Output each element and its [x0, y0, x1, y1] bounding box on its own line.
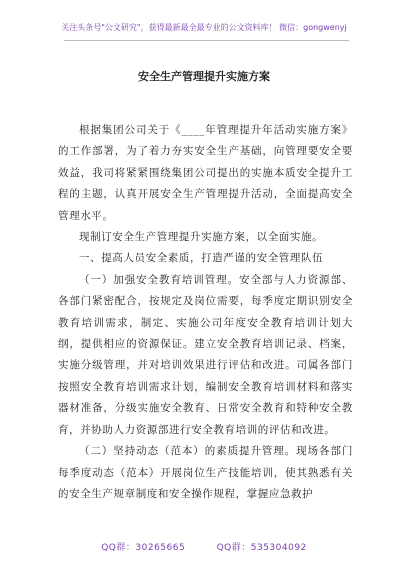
body-paragraph: 根据集团公司关于《____年管理提升年活动实施方案》的工作部署，为了着力夯实安全生产基础，向管理要安全要效益，我司将紧紧围绕集团公司提出的实施本质安全提升工程的主题，认真开展安全生产管理提升活动，全面提高安全管理水平。	[58, 124, 353, 222]
body-paragraph: （一）加强安全教育培训管理。安全部与人力资源部、各部门紧密配合，按规定及岗位需要，每季度定期识别安全教育培训需求，制定、实施公司年度安全教育培训计划大纲，提供相应的资源保证。建立安全教育培训记录、档案，实施分级管理，并对培训效果进行评估和改进。司属各部门按照安全教育培训需求计划，编制安全教育培训材料和落实器材准备，分级实施安全教育、日常安全教育和特种安全教育，并协助人力资源部进行安全教育培训的评估和改进。	[58, 273, 353, 436]
page-footer	[0, 540, 408, 553]
footer-qq-group-1: QQ群：30265665	[101, 543, 186, 553]
document-title: 安全生产管理提升实施方案	[138, 70, 270, 83]
footer-qq-group-2: QQ群：535304092	[216, 543, 307, 553]
section-heading: 一、提高人员安全素质，打造严谨的安全管理队伍	[79, 252, 324, 265]
page-header-banner: 关注头条号"公文研究"，获得最新最全最专业的公文资料库！ 微信：gongwenyj	[61, 23, 347, 32]
document-body	[58, 120, 353, 505]
header-divider	[64, 40, 349, 41]
body-paragraph: （二）坚持动态（范本）的素质提升管理。现场各部门每季度动态（范本）开展岗位生产技能培训，使其熟悉有关的安全生产规章制度和安全操作规程，掌握应急救护	[58, 445, 353, 500]
body-paragraph: 现制订安全生产管理提升实施方案，以全面实施。	[79, 231, 324, 244]
